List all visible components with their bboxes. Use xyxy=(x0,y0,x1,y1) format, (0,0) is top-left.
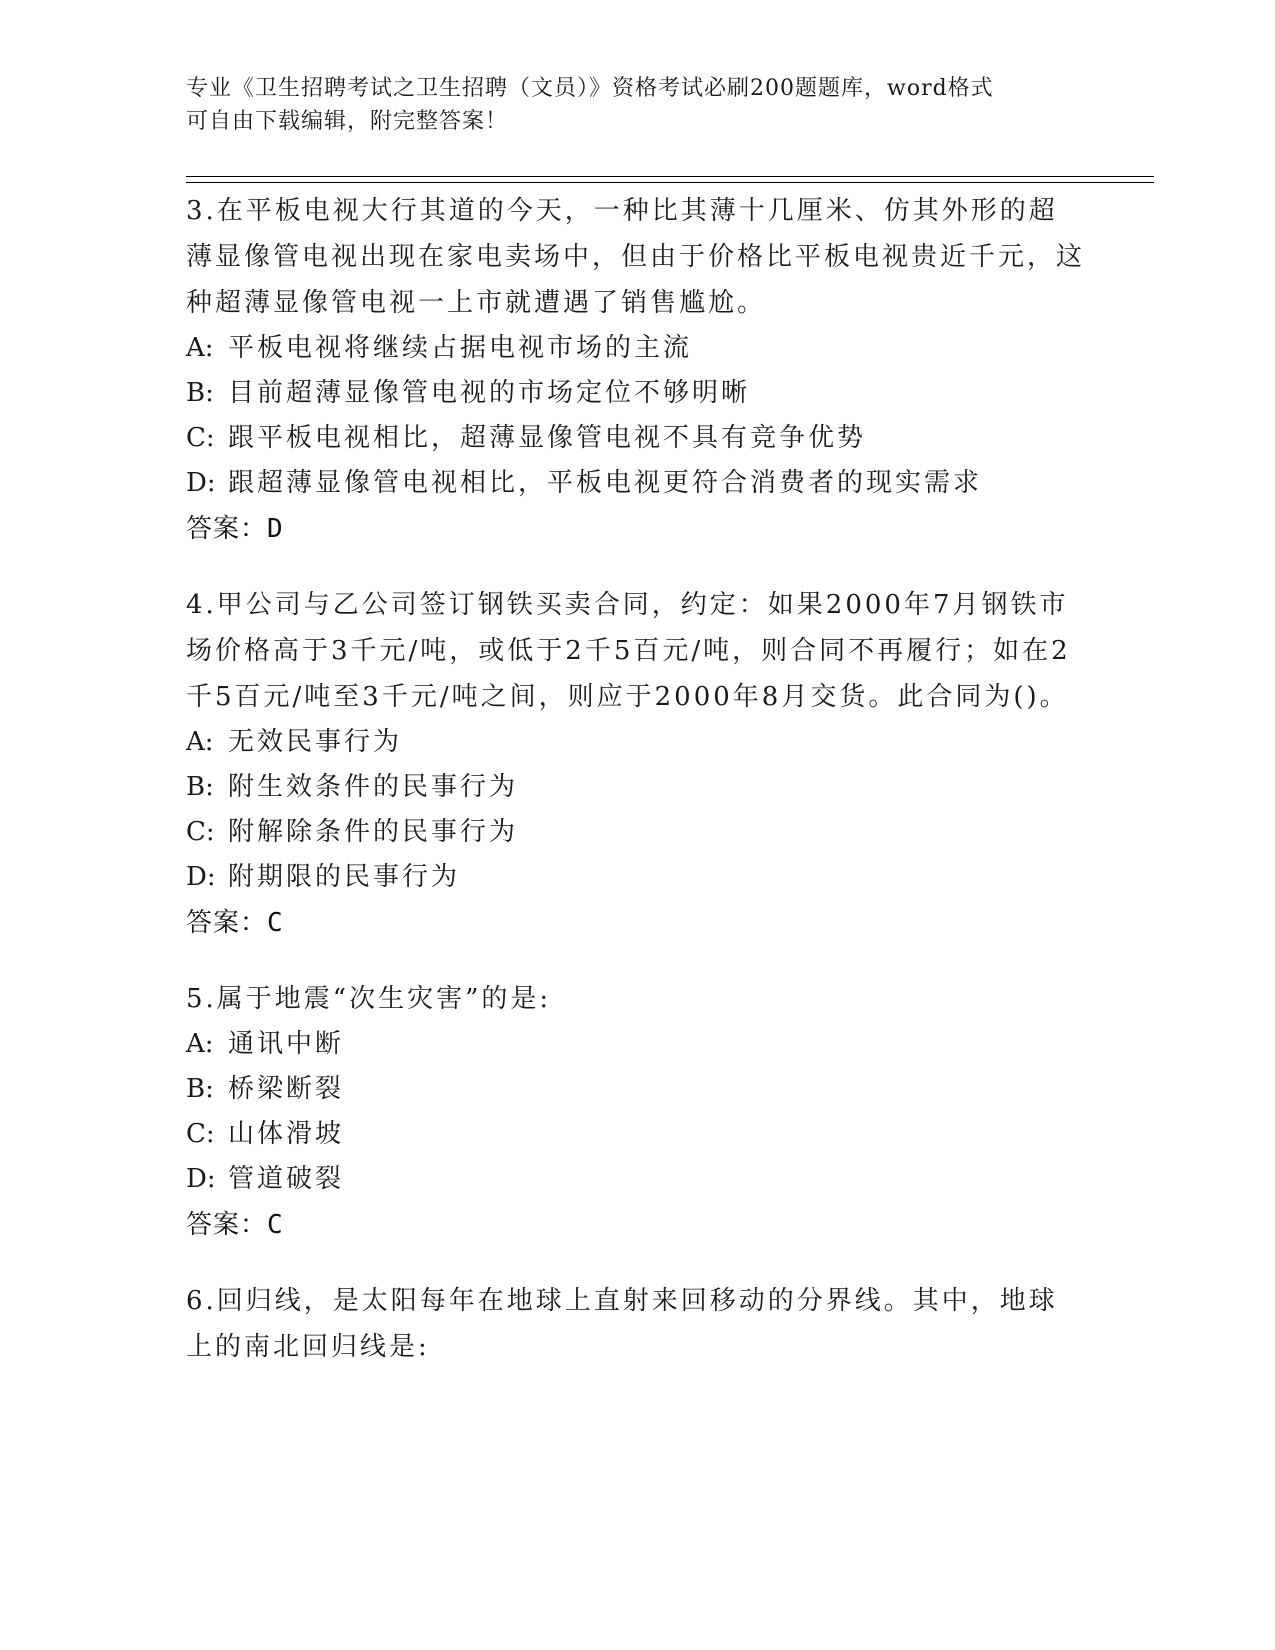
option-c xyxy=(186,416,1086,461)
option-text: 山体滑坡 xyxy=(228,1119,345,1149)
answer-value: C xyxy=(267,1210,284,1240)
answer-value: D xyxy=(267,514,284,544)
option-letter: D: xyxy=(186,862,216,892)
option-d xyxy=(186,1157,1086,1202)
option-d xyxy=(186,855,1086,900)
option-text: 目前超薄显像管电视的市场定位不够明晰 xyxy=(228,378,751,408)
question-4 xyxy=(186,582,1086,946)
answer xyxy=(186,506,1086,552)
question-stem: 5.属于地震“次生灾害”的是: xyxy=(186,984,552,1014)
option-letter: D: xyxy=(186,468,216,498)
option-letter: C: xyxy=(186,1119,215,1149)
question-stem: 4.甲公司与乙公司签订钢铁买卖合同，约定：如果2000年7月钢铁市场价格高于3千元/吨，或低于2千5百元/吨，则合同不再履行；如在2千5百元/吨至3千元/吨之间，则应于2000年8月交货。此合同为()。 xyxy=(186,590,1071,712)
option-letter: B: xyxy=(186,772,214,802)
header-rule-bottom xyxy=(186,182,1154,183)
option-text: 附期限的民事行为 xyxy=(228,862,461,892)
answer xyxy=(186,900,1086,946)
option-c xyxy=(186,810,1086,855)
option-a xyxy=(186,720,1086,765)
option-text: 管道破裂 xyxy=(228,1164,345,1194)
answer-label: 答案： xyxy=(186,514,268,544)
option-b xyxy=(186,765,1086,810)
header-rule-top xyxy=(186,176,1154,177)
option-text: 桥梁断裂 xyxy=(228,1074,345,1104)
option-text: 附解除条件的民事行为 xyxy=(228,817,519,847)
header-line-1: 专业《卫生招聘考试之卫生招聘（文员）》资格考试必刷200题题库，word格式 xyxy=(186,76,994,101)
option-text: 附生效条件的民事行为 xyxy=(228,772,519,802)
option-b xyxy=(186,1067,1086,1112)
option-b xyxy=(186,371,1086,416)
option-text: 无效民事行为 xyxy=(228,727,403,757)
question-stem: 6.回归线，是太阳每年在地球上直射来回移动的分界线。其中，地球上的南北回归线是: xyxy=(186,1286,1058,1362)
question-6 xyxy=(186,1278,1086,1370)
option-text: 跟超薄显像管电视相比，平板电视更符合消费者的现实需求 xyxy=(228,468,983,498)
option-a xyxy=(186,1022,1086,1067)
option-letter: D: xyxy=(186,1164,216,1194)
header-line-2: 可自由下载编辑，附完整答案！ xyxy=(186,109,509,134)
answer xyxy=(186,1202,1086,1248)
option-a xyxy=(186,326,1086,371)
option-c xyxy=(186,1112,1086,1157)
answer-label: 答案： xyxy=(186,908,268,938)
option-text: 跟平板电视相比，超薄显像管电视不具有竞争优势 xyxy=(228,423,867,453)
question-5 xyxy=(186,976,1086,1248)
option-letter: C: xyxy=(186,817,215,847)
document-header xyxy=(186,72,1066,138)
answer-value: C xyxy=(267,908,284,938)
question-stem: 3.在平板电视大行其道的今天，一种比其薄十几厘米、仿其外形的超薄显像管电视出现在家电卖场中，但由于价格比平板电视贵近千元，这种超薄显像管电视一上市就遭遇了销售尴尬。 xyxy=(186,196,1086,318)
option-letter: C: xyxy=(186,423,215,453)
option-letter: A: xyxy=(186,1029,214,1059)
option-text: 平板电视将继续占据电视市场的主流 xyxy=(228,333,693,363)
option-letter: A: xyxy=(186,333,214,363)
option-text: 通讯中断 xyxy=(228,1029,345,1059)
option-letter: B: xyxy=(186,1074,214,1104)
option-d xyxy=(186,461,1086,506)
option-letter: A: xyxy=(186,727,214,757)
answer-label: 答案： xyxy=(186,1210,268,1240)
question-list xyxy=(186,188,1086,1400)
option-letter: B: xyxy=(186,378,214,408)
question-3 xyxy=(186,188,1086,552)
